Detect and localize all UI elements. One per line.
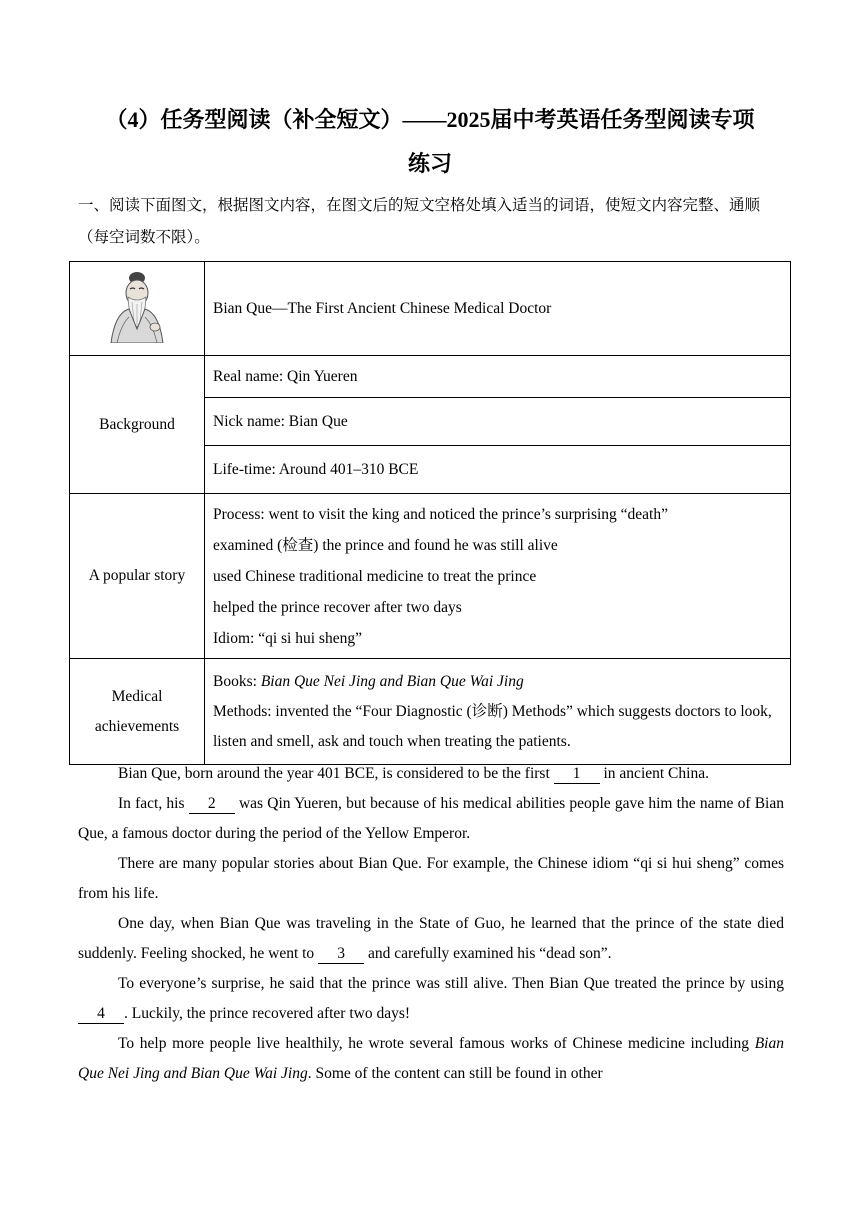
title-line-1: （4）任务型阅读（补全短文）——2025届中考英语任务型阅读专项 bbox=[105, 107, 755, 132]
instruction-text: 一、阅读下面图文，根据图文内容，在图文后的短文空格处填入适当的词语，使短文内容完整、通顺（每空词数不限）。 bbox=[78, 197, 761, 246]
portrait-cell bbox=[70, 262, 205, 356]
blank-1[interactable]: 1 bbox=[554, 765, 600, 784]
passage bbox=[78, 759, 784, 1089]
story-line: Idiom: “qi si hui sheng” bbox=[213, 629, 362, 647]
nick-name-cell: Nick name: Bian Que bbox=[205, 398, 791, 446]
paragraph-5: To everyone’s surprise, he said that the prince was still alive. Then Bian Que treated the prince by using 4 . Luckily, the prince recovered after two days! bbox=[78, 969, 784, 1029]
life-time-cell: Life-time: Around 401–310 BCE bbox=[205, 446, 791, 494]
paragraph-1: Bian Que, born around the year 401 BCE, is considered to be the first 1 in ancient China. bbox=[118, 765, 709, 782]
bian-que-portrait bbox=[99, 269, 175, 343]
paragraph-3: There are many popular stories about Bian Que. For example, the Chinese idiom “qi si hui sheng” comes from his life. bbox=[78, 855, 784, 902]
methods-line: Methods: invented the “Four Diagnostic (诊断) Methods” which suggests doctors to look, listen and smell, ask and touch when treating the patients. bbox=[213, 702, 772, 750]
story-line: helped the prince recover after two days bbox=[213, 598, 462, 616]
paragraph-4: One day, when Bian Que was traveling in the State of Guo, he learned that the prince of the state died suddenly. Feeling shocked, he went to 3 and carefully examined his “dead son”. bbox=[78, 915, 784, 962]
paragraph-6: To help more people live healthily, he wrote several famous works of Chinese medicine including Bian Que Nei Jing and Bian Que Wai Jing. Some of the content can still be found in other bbox=[78, 1035, 784, 1082]
title-line-2: 练习 bbox=[407, 151, 452, 176]
story-cell bbox=[205, 494, 791, 659]
achievements-label bbox=[70, 659, 205, 765]
achievements-label-line1: Medical bbox=[111, 687, 163, 705]
blank-4[interactable]: 4 bbox=[78, 1005, 124, 1024]
header-cell: Bian Que—The First Ancient Chinese Medical Doctor bbox=[205, 262, 791, 356]
achievements-cell bbox=[205, 659, 791, 765]
story-label: A popular story bbox=[70, 494, 205, 659]
books-prefix: Books: bbox=[213, 672, 261, 690]
info-table bbox=[69, 261, 791, 765]
page-title bbox=[60, 98, 800, 186]
story-line: used Chinese traditional medicine to treat the prince bbox=[213, 567, 537, 585]
real-name-cell: Real name: Qin Yueren bbox=[205, 356, 791, 398]
paragraph-2: In fact, his 2 was Qin Yueren, but because of his medical abilities people gave him the name of Bian Que, a famous doctor during the period of the Yellow Emperor. bbox=[78, 795, 784, 842]
story-line: Process: went to visit the king and noticed the prince’s surprising “death” bbox=[213, 505, 668, 523]
background-label: Background bbox=[70, 356, 205, 494]
story-line: examined (检查) the prince and found he was still alive bbox=[213, 536, 558, 554]
blank-2[interactable]: 2 bbox=[189, 795, 235, 814]
achievements-label-line2: achievements bbox=[94, 717, 180, 735]
books-title: Bian Que Nei Jing and Bian Que Wai Jing bbox=[260, 672, 524, 690]
blank-3[interactable]: 3 bbox=[318, 945, 364, 964]
books-line bbox=[213, 667, 782, 697]
